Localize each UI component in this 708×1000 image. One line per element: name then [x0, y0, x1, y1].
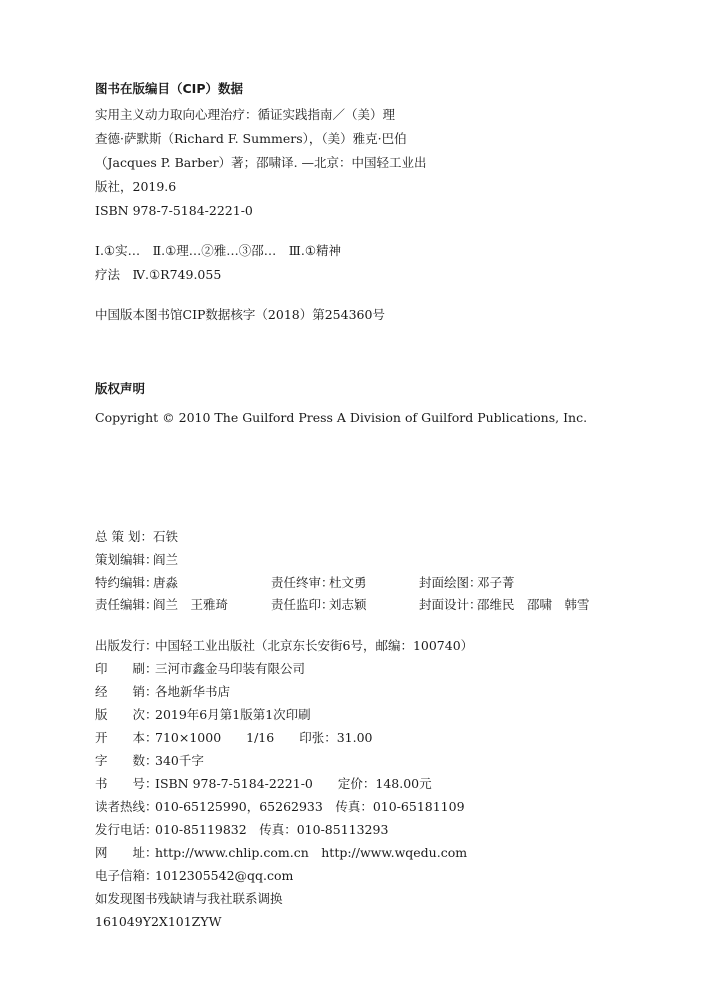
- credit-resp-editor: 责任编辑：阎兰 王雅琦: [95, 597, 229, 612]
- credit-final-review: 责任终审：杜文勇: [271, 575, 367, 590]
- credit-special-editor: 特约编辑：唐淼: [95, 575, 179, 590]
- credit-cover-design: 封面设计：邵维民 邵啸 韩雪: [419, 597, 590, 612]
- cip-line-3: （Jacques P. Barber）著；邵啸译. —北京：中国轻工业出: [95, 155, 427, 170]
- credit-editor: 策划编辑：阎兰: [95, 552, 179, 567]
- copyright-text: Copyright © 2010 The Guilford Press A Division of Guilford Publications, Inc.: [95, 410, 588, 425]
- pub-row: 经 销：各地新华书店: [95, 684, 231, 699]
- cip-classification-1: Ⅰ.①实… Ⅱ.①理…②雅…③邵… Ⅲ.①精神: [95, 243, 342, 258]
- cip-verification: 中国版本图书馆CIP数据核字（2018）第254360号: [95, 307, 385, 322]
- cip-line-1: 实用主义动力取向心理治疗：循证实践指南／（美）理: [95, 107, 396, 122]
- pub-row: 发行电话：010-85119832 传真：010-85113293: [95, 822, 389, 837]
- credit-cover-drawing: 封面绘图：邓子菁: [419, 575, 515, 590]
- pub-row: 读者热线：010-65125990，65262933 传真：010-65181109: [95, 799, 465, 814]
- pub-row: 版 次：2019年6月第1版第1次印刷: [95, 707, 311, 722]
- replacement-notice: 如发现图书残缺请与我社联系调换: [95, 891, 283, 906]
- pub-row: 字 数：340千字: [95, 753, 204, 768]
- pub-row: 书 号：ISBN 978-7-5184-2221-0 定价：148.00元: [95, 776, 432, 791]
- pub-row: 开 本：710×1000 1/16 印张：31.00: [95, 730, 373, 745]
- book-code: 161049Y2X101ZYW: [95, 914, 222, 929]
- pub-row: 出版发行：中国轻工业出版社（北京东长安街6号，邮编：100740）: [95, 638, 474, 653]
- cip-line-2: 查德·萨默斯（Richard F. Summers），（美）雅克·巴伯: [95, 131, 407, 146]
- pub-row-website: 网 址：http://www.chlip.com.cn http://www.wqedu.com: [95, 845, 468, 860]
- cip-heading: 图书在版编目（CIP）数据: [95, 81, 243, 96]
- pub-row-email: 电子信箱：1012305542@qq.com: [95, 868, 294, 883]
- pub-row: 印 刷：三河市鑫金马印装有限公司: [95, 661, 306, 676]
- cip-classification-2: 疗法 Ⅳ.①R749.055: [95, 267, 222, 282]
- credit-chief: 总 策 划：石铁: [95, 529, 179, 544]
- credit-supervisor: 责任监印：刘志颖: [271, 597, 367, 612]
- copyright-heading: 版权声明: [95, 381, 146, 396]
- cip-line-4: 版社，2019.6: [95, 179, 177, 194]
- cip-isbn: ISBN 978-7-5184-2221-0: [95, 203, 253, 218]
